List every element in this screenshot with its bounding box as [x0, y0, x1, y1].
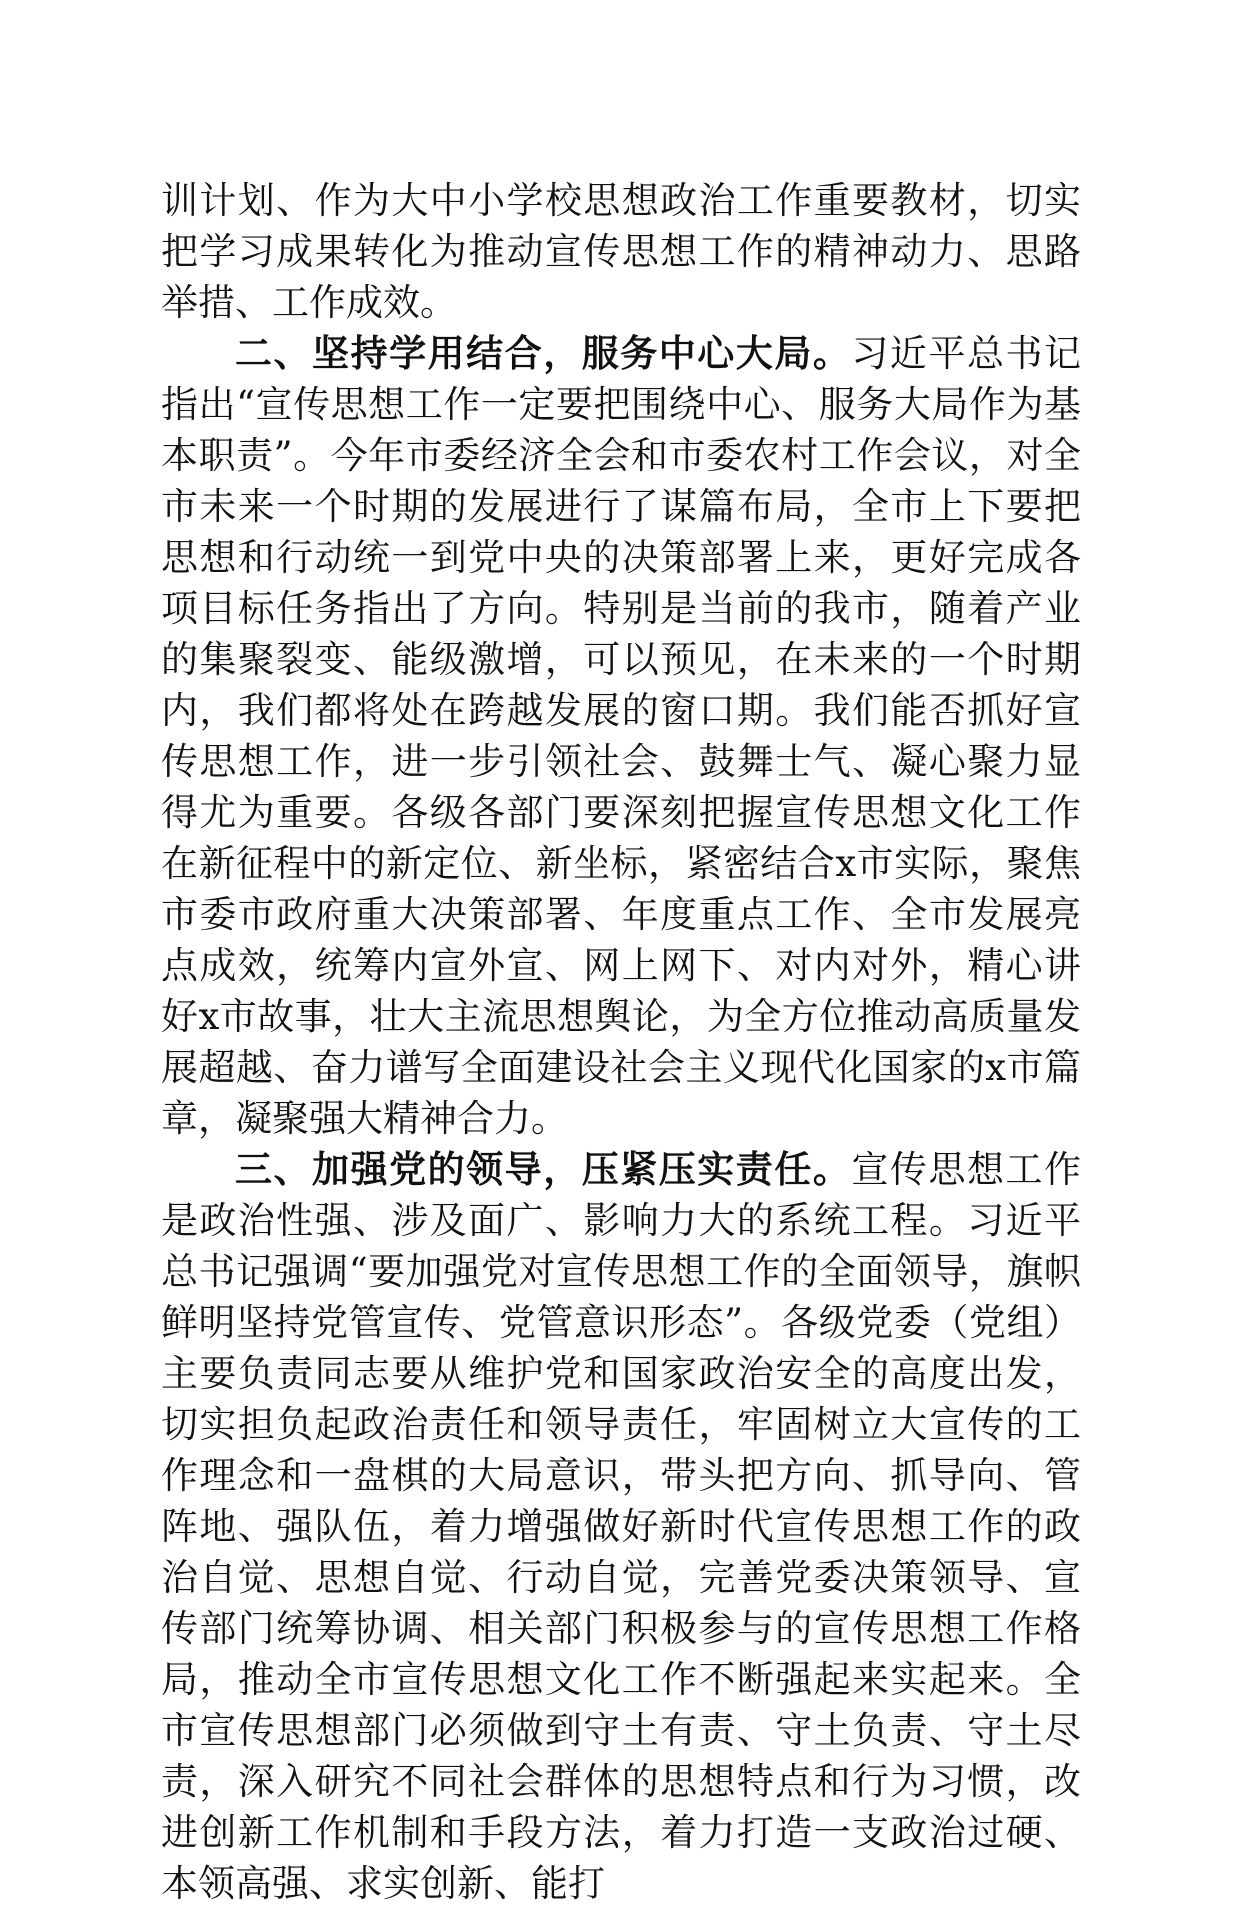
paragraph-text: 习近平总书记指出“宣传思想工作一定要把围绕中心、服务大局作为基本职责”。今年市委经济全会和市委农村工作会议，对全市未来一个时期的发展进行了谋篇布局，全市上下要把思想和行动统一到党中央的决策部署上来，更好完成各项目标任务指出了方向。特别是当前的我市，随着产业的集聚裂变、能级激增，可以预见，在未来的一个时期内，我们都将处在跨越发展的窗口期。我们能否抓好宣传思想工作，进一步引领社会、鼓舞士气、凝心聚力显得尤为重要。各级各部门要深刻把握宣传思想文化工作在新征程中的新定位、新坐标，紧密结合x市实际，聚焦市委市政府重大决策部署、年度重点工作、全市发展亮点成效，统筹内宣外宣、网上网下、对内对外，精心讲好x市故事，壮大主流思想舆论，为全方位推动高质量发展超越、奋力谱写全面建设社会主义现代化国家的x市篇章，凝聚强大精神合力。 — [161, 332, 1082, 1140]
paragraph-text: 训计划、作为大中小学校思想政治工作重要教材，切实把学习成果转化为推动宣传思想工作的精神动力、思路举措、工作成效。 — [161, 179, 1081, 324]
paragraph-section-3 — [161, 1144, 1081, 1909]
section-heading: 三、加强党的领导，压紧压实责任。 — [235, 1148, 852, 1191]
paragraph-section-2 — [161, 328, 1081, 1144]
paragraph-text: 宣传思想工作是政治性强、涉及面广、影响力大的系统工程。习近平总书记强调“要加强党对宣传思想工作的全面领导，旗帜鲜明坚持党管宣传、党管意识形态”。各级党委（党组）主要负责同志要从维护党和国家政治安全的高度出发，切实担负起政治责任和领导责任，牢固树立大宣传的工作理念和一盘棋的大局意识，带头把方向、抓导向、管阵地、强队伍，着力增强做好新时代宣传思想工作的政治自觉、思想自觉、行动自觉，完善党委决策领导、宣传部门统筹协调、相关部门积极参与的宣传思想工作格局，推动全市宣传思想文化工作不断强起来实起来。全市宣传思想部门必须做到守土有责、守土负责、守土尽责，深入研究不同社会群体的思想特点和行为习惯，改进创新工作机制和手段方法，着力打造一支政治过硬、本领高强、求实创新、能打 — [161, 1148, 1082, 1905]
section-heading: 二、坚持学用结合，服务中心大局。 — [235, 332, 852, 375]
paragraph-continuation — [161, 175, 1081, 328]
document-body — [161, 175, 1081, 1909]
